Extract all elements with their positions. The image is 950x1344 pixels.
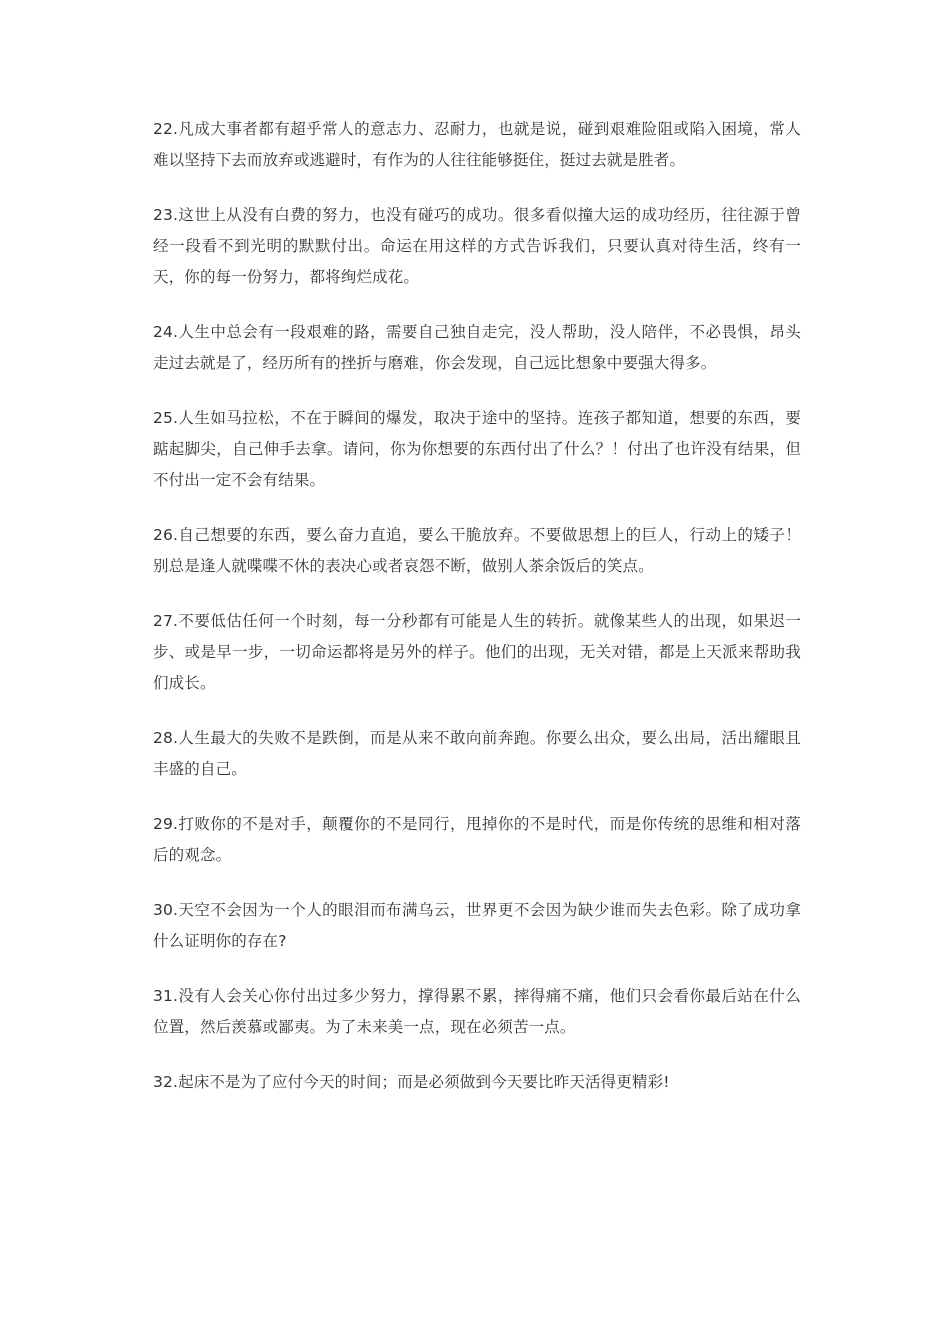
paragraph-26: 26.自己想要的东西，要么奋力直追，要么干脆放弃。不要做思想上的巨人，行动上的矮子！别总是逢人就喋喋不休的表决心或者哀怨不断，做别人茶余饭后的笑点。: [153, 526, 801, 575]
paragraph-28: 28.人生最大的失败不是跌倒，而是从来不敢向前奔跑。你要么出众，要么出局，活出耀眼且丰盛的自己。: [153, 729, 801, 778]
paragraph-32: 32.起床不是为了应付今天的时间；而是必须做到今天要比昨天活得更精彩!: [153, 1073, 670, 1091]
paragraph-29: 29.打败你的不是对手，颠覆你的不是同行，甩掉你的不是时代，而是你传统的思维和相对落后的观念。: [153, 815, 801, 864]
document-body: [153, 114, 801, 1122]
paragraph-22: 22.凡成大事者都有超乎常人的意志力、忍耐力，也就是说，碰到艰难险阻或陷入困境，常人难以坚持下去而放弃或逃避时，有作为的人往往能够挺住，挺过去就是胜者。: [153, 120, 801, 169]
paragraph-27: 27.不要低估任何一个时刻，每一分秒都有可能是人生的转折。就像某些人的出现，如果迟一步、或是早一步，一切命运都将是另外的样子。他们的出现，无关对错，都是上天派来帮助我们成长。: [153, 612, 801, 692]
paragraph-23: 23.这世上从没有白费的努力，也没有碰巧的成功。很多看似撞大运的成功经历，往往源于曾经一段看不到光明的默默付出。命运在用这样的方式告诉我们，只要认真对待生活，终有一天，你的每一份努力，都将绚烂成花。: [153, 206, 801, 286]
paragraph-30: 30.天空不会因为一个人的眼泪而布满乌云，世界更不会因为缺少谁而失去色彩。除了成功拿什么证明你的存在?: [153, 901, 801, 950]
paragraph-25: 25.人生如马拉松，不在于瞬间的爆发，取决于途中的坚持。连孩子都知道，想要的东西，要踮起脚尖，自己伸手去拿。请问，你为你想要的东西付出了什么？！付出了也许没有结果，但不付出一定不会有结果。: [153, 409, 801, 489]
paragraph-24: 24.人生中总会有一段艰难的路，需要自己独自走完，没人帮助，没人陪伴，不必畏惧，昂头走过去就是了，经历所有的挫折与磨难，你会发现，自己远比想象中要强大得多。: [153, 323, 801, 372]
paragraph-31: 31.没有人会关心你付出过多少努力，撑得累不累，摔得痛不痛，他们只会看你最后站在什么位置，然后羡慕或鄙夷。为了未来美一点，现在必须苦一点。: [153, 987, 801, 1036]
